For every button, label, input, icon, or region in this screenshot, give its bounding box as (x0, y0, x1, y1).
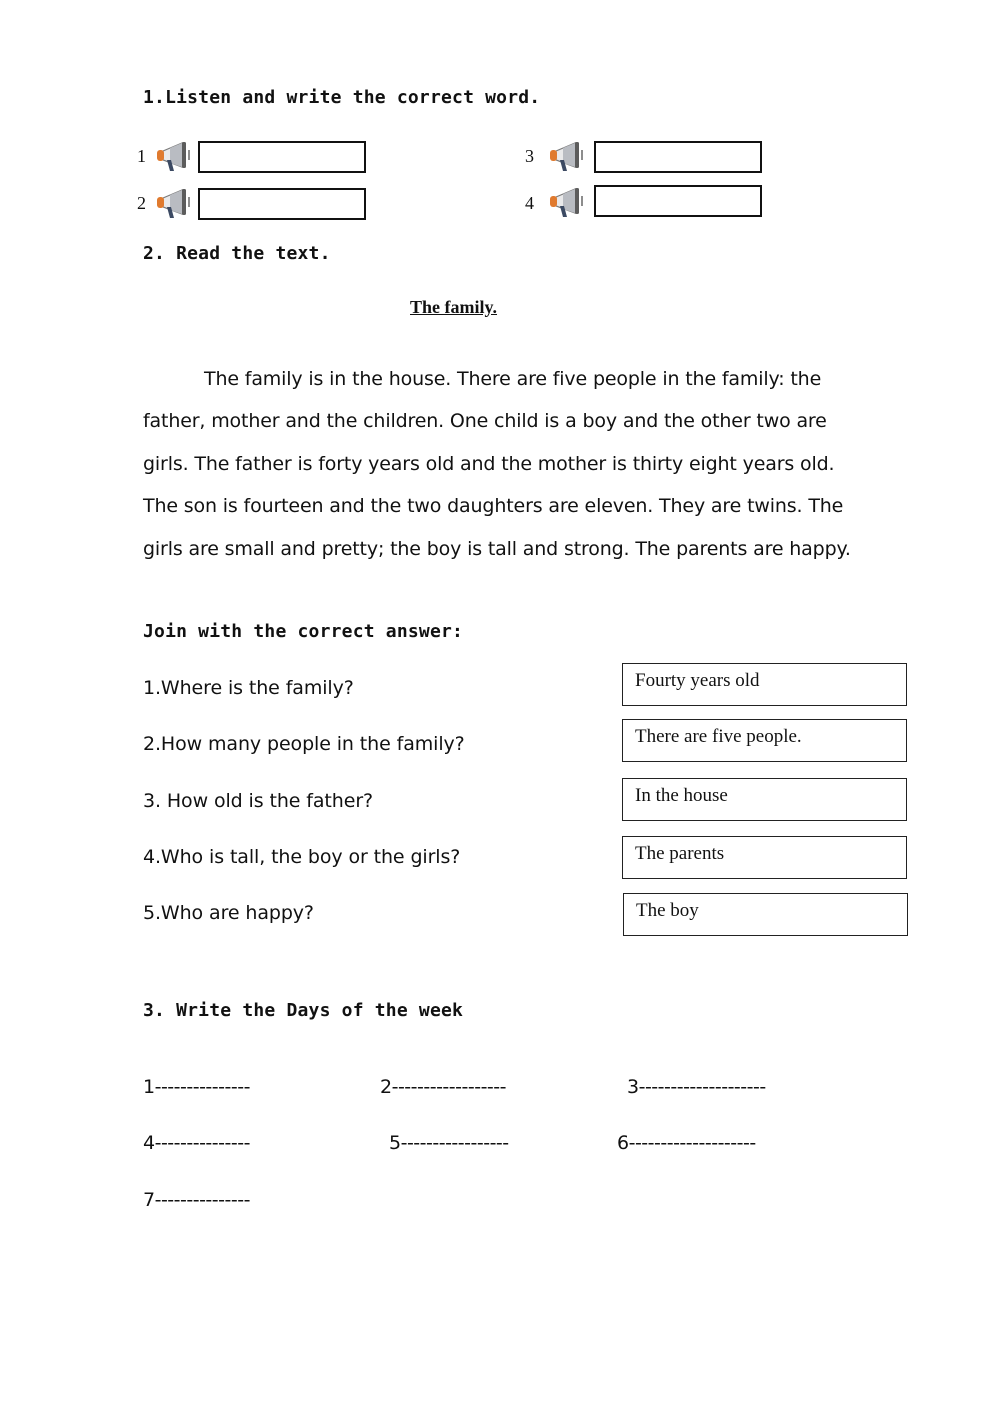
listen-item-number: 1 (137, 146, 146, 166)
day-line[interactable]: 3-------------------- (627, 1076, 766, 1098)
day-line[interactable]: 1--------------- (143, 1076, 250, 1098)
join-answer-box[interactable]: In the house (622, 778, 907, 821)
day-line[interactable]: 5----------------- (389, 1132, 509, 1154)
join-question: 3. How old is the father? (143, 790, 374, 812)
passage-line: girls. The father is forty years old and the mother is thirty eight years old. (143, 452, 835, 475)
day-line[interactable]: 7--------------- (143, 1189, 250, 1211)
join-question: 5.Who are happy? (143, 902, 314, 924)
listen-answer-input[interactable] (198, 188, 366, 220)
join-answer-box[interactable]: There are five people. (622, 719, 907, 762)
day-line[interactable]: 6-------------------- (617, 1132, 756, 1154)
passage-title: The family. (410, 297, 498, 317)
listen-item-number: 2 (137, 193, 146, 213)
section3-heading: 3. Write the Days of the week (143, 1000, 464, 1021)
passage-line: The family is in the house. There are five people in the family: the (204, 368, 822, 390)
join-answer-box[interactable]: Fourty years old (622, 663, 907, 706)
listen-answer-input[interactable] (594, 141, 762, 173)
speaker-icon[interactable] (548, 140, 588, 172)
listen-item-number: 4 (525, 193, 534, 213)
day-line[interactable]: 2------------------ (380, 1076, 506, 1098)
join-question: 1.Where is the family? (143, 677, 354, 699)
listen-item-number: 3 (525, 146, 534, 166)
listen-answer-input[interactable] (198, 141, 366, 173)
section1-heading: 1.Listen and write the correct word. (143, 87, 541, 108)
speaker-icon[interactable] (155, 140, 195, 172)
speaker-icon[interactable] (155, 187, 195, 219)
passage-line: girls are small and pretty; the boy is tall and strong. The parents are happy. (143, 537, 851, 560)
day-line[interactable]: 4--------------- (143, 1132, 250, 1154)
passage-line: father, mother and the children. One child is a boy and the other two are (143, 410, 827, 433)
join-answer-box[interactable]: The parents (622, 836, 907, 879)
join-question: 4.Who is tall, the boy or the girls? (143, 846, 461, 868)
listen-answer-input[interactable] (594, 185, 762, 217)
passage (143, 358, 873, 570)
passage-line: The son is fourteen and the two daughters are eleven. They are twins. The (143, 495, 844, 518)
section2-heading: 2. Read the text. (143, 243, 331, 264)
join-answer-box[interactable]: The boy (623, 893, 908, 936)
join-heading: Join with the correct answer: (143, 621, 464, 642)
speaker-icon[interactable] (548, 186, 588, 218)
join-question: 2.How many people in the family? (143, 733, 465, 755)
